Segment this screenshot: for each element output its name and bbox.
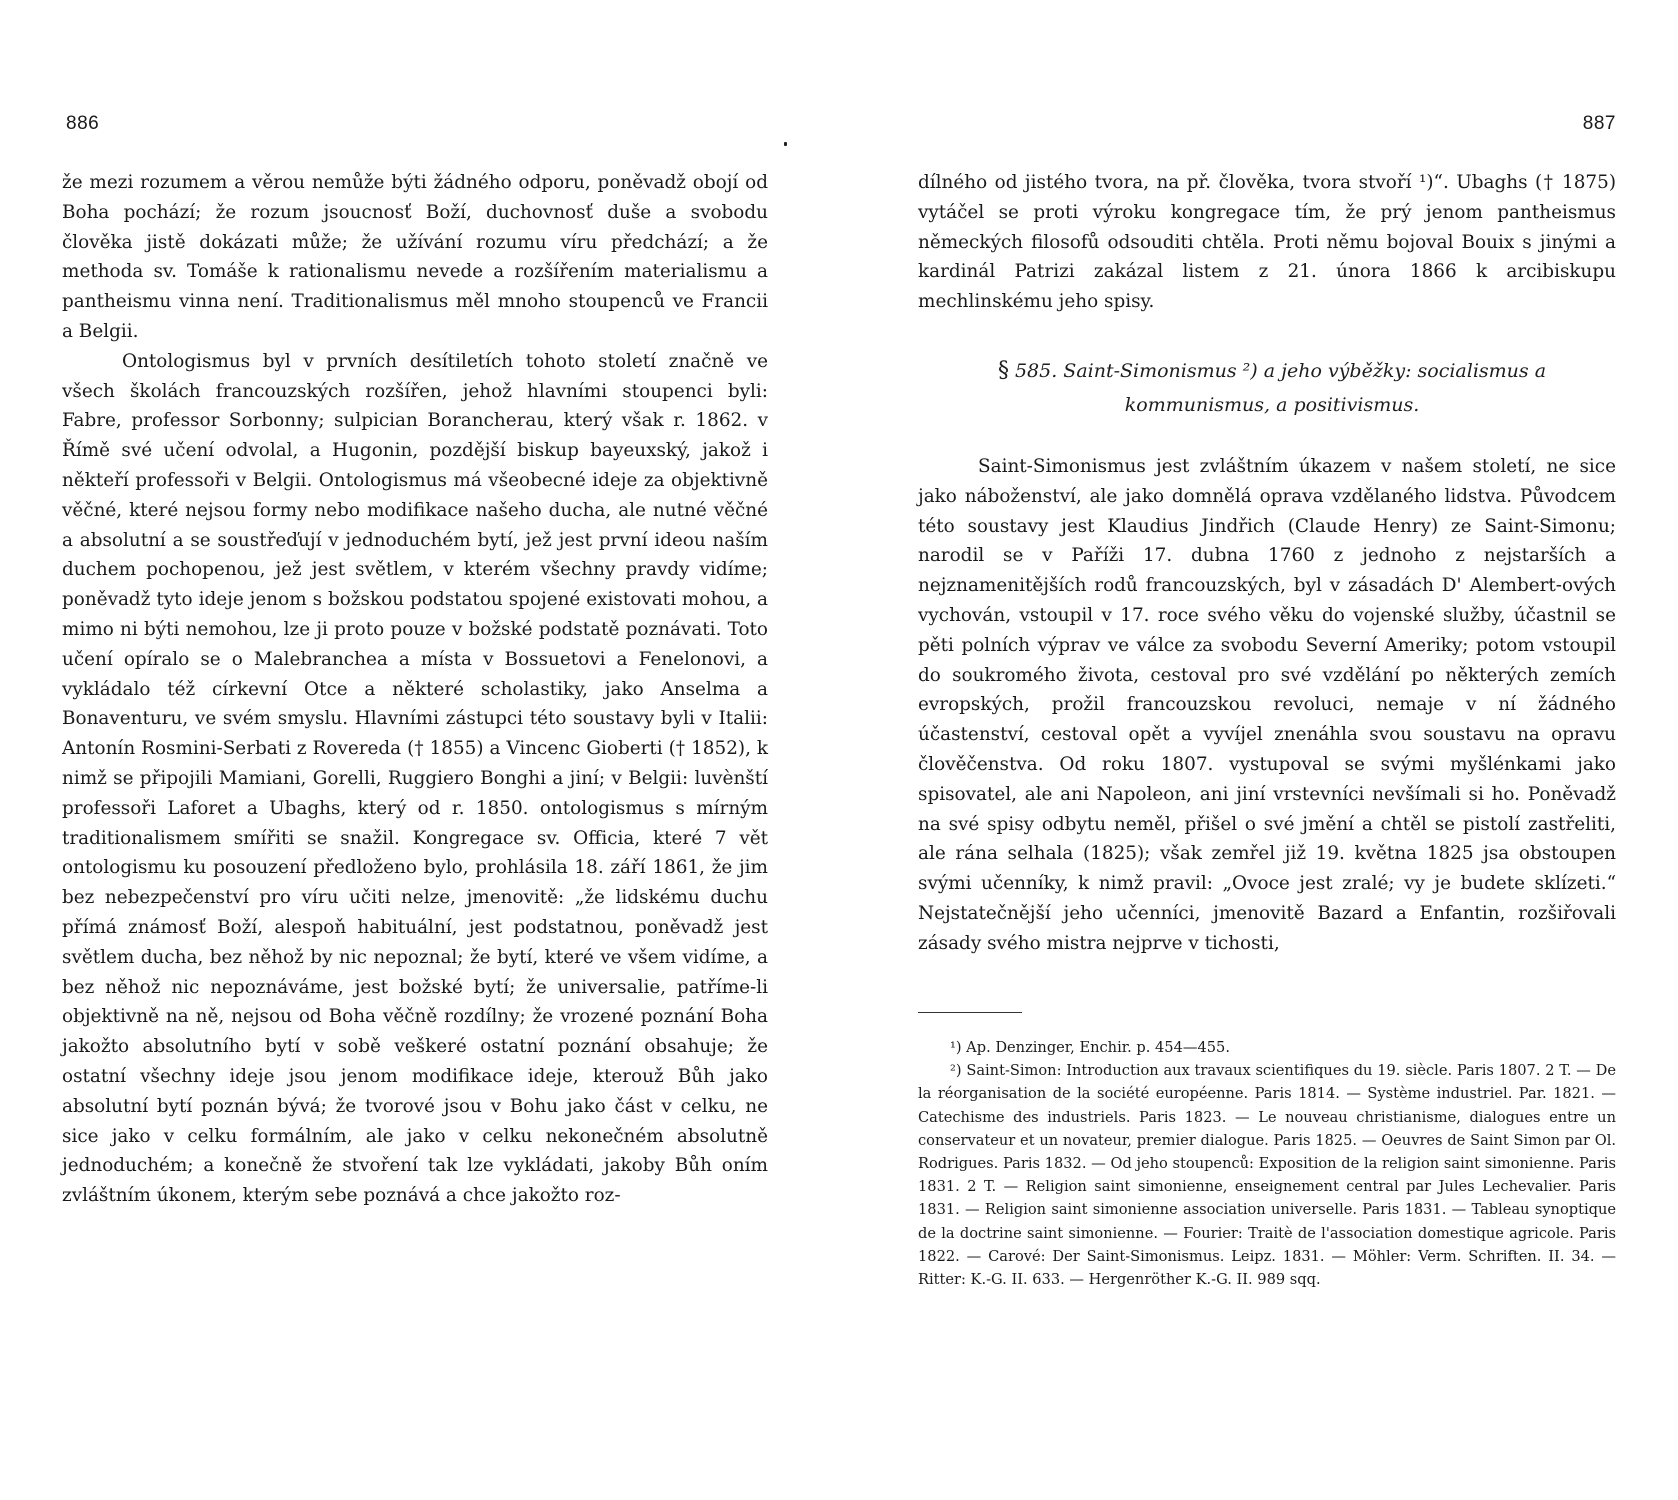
paragraph-saint-simonism: Saint-Simonismus jest zvláštním úkazem v našem století, ne sice jako náboženství, ale jako domnělá oprava vzdělaného lidstva. Původcem této soustavy jest Klaudius Jindřich (Claude Henry) ze Saint-Simonu; narodil se v Paříži 17. dubna 1760 z jednoho z nejstarších a nejznamenitějších rodů francouzských, byl v zásadách D' Alembert-ových vychován, vstoupil v 17. roce svého věku do vojenské služby, účastnil se pěti polních výprav ve válce za svobodu Severní Ameriky; potom vstoupil do soukromého života, cestoval pro své vzdělání po některých zemích evropských, prožil francouzskou revoluci, nemaje v ní žádného účastenství, cestoval opět a vyvíjel znenáhla svou soustavu na opravu člověčenstva. Od roku 1807. vystupoval se svými myšlénkami jako spisovatel, ale ani Napoleon, ani jiní vrstevníci nevšímali si ho. Poněvadž na své spisy odbytu neměl, přišel o své jmění a chtěl se pistolí zastřeliti, ale rána selhala (1825); však zemřel již 19. května 1825 jsa obstoupen svými učenníky, k nimž pravil: „Ovoce jest zralé; vy je budete sklízeti.“ Nejstatečnější jeho učenníci, jmenovitě Bazard a Enfantin, rozšiřovali zásady svého mistra nejprve v tichosti, <box>918 456 1616 954</box>
right-page <box>918 0 1616 1500</box>
footnote-1: ¹) Ap. Denzinger, Enchir. p. 454—455. <box>950 1039 1230 1056</box>
footnotes <box>918 1036 1616 1291</box>
print-speck <box>784 142 787 146</box>
section-heading <box>938 354 1606 422</box>
paragraph-traditionalism: že mezi rozumem a věrou nemůže býti žádného odporu, poněvadž obojí od Boha pochází; že rozum jsoucnosť Boží, duchovnosť duše a svobodu člověka jistě dokázati může; že užívání rozumu víru předchází; a že methoda sv. Tomáše k rationalismu nevede a rozšířením materialismu a pantheismu vinna není. Traditionalismus měl mnoho stoupenců ve Francii a Belgii. <box>62 172 768 342</box>
page-number-right: 887 <box>1582 113 1616 134</box>
footnote-2: ²) Saint-Simon: Introduction aux travaux scientifiques du 19. siècle. Paris 1807. 2 T. — De la réorganisation de la société européenne. Paris 1814. — Système industriel. Par. 1821. — Catechisme des industriels. Paris 1823. — Le nouveau christianisme, dialogues entre un conservateur et un novateur, premier dialogue. Paris 1825. — Oeuvres de Saint Simon par Ol. Rodrigues. Paris 1832. — Od jeho stoupenců: Exposition de la religion saint simonienne. Paris 1831. 2 T. — Religion saint simonienne, enseignement central par Jules Lechevalier. Paris 1831. — Religion saint simonienne association universelle. Paris 1831. — Tableau synoptique de la doctrine saint simonienne. — Fourier: Traitè de l'association domestique agricole. Paris 1822. — Carové: Der Saint-Simonismus. Leipz. 1831. — Möhler: Verm. Schriften. II. 34. — Ritter: K.-G. II. 633. — Hergenröther K.-G. II. 989 sqq. <box>918 1062 1616 1289</box>
section-heading-line-2: kommunismus, a positivismus. <box>1124 394 1420 416</box>
section-sign: § <box>997 358 1009 383</box>
page-number-left: 886 <box>66 113 100 134</box>
paragraph-ontologism: Ontologismus byl v prvních desítiletích tohoto století značně ve všech školách francouzských rozšířen, jehož hlavními stoupenci byli: Fabre, professor Sorbonny; sulpician Borancherau, který však r. 1862. v Římě své učení odvolal, a Hugonin, pozdější biskup bayeuxský, jakož i někteří professoři v Belgii. Ontologismus má všeobecné ideje za objektivně věčné, které nejsou formy nebo modifikace našeho ducha, ale nutné věčné a absolutní a se soustřeďují v jednoduchém bytí, jež jest první ideou naším duchem pochopenou, jež jest světlem, v kterém všechny pravdy vidíme; poněvadž tyto ideje jenom s božskou podstatou spojené existovati mohou, a mimo ni býti nemohou, lze ji proto pouze v božské podstatě poznávati. Toto učení opíralo se o Malebranchea a místa v Bossuetovi a Fenelonovi, a vykládalo též církevní Otce a některé scholastiky, jako Anselma a Bonaventuru, ve svém smyslu. Hlavními zástupci této soustavy byli v Italii: Antonín Rosmini-Serbati z Rovereda († 1855) a Vincenc Gioberti († 1852), k nimž se připojili Mamiani, Gorelli, Ruggiero Bonghi a jiní; v Belgii: luvènští professoři Laforet a Ubaghs, který od r. 1850. ontologismus s mírným traditionalismem smířiti se snažil. Kongregace sv. Officia, které 7 vět ontologismu ku posouzení předloženo bylo, prohlásila 18. září 1861, že jim bez nebezpečenství pro víru učiti nelze, jmenovitě: „že lidskému duchu přímá známosť Boží, alespoň habituální, jest podstatnou, poněvadž jest světlem ducha, bez něhož by nic nepoznal; že bytí, které ve všem vidíme, a bez něhož nic nepoznáváme, jest božské bytí; že universalie, patříme-li objektivně na ně, nejsou od Boha věčně rozdílny; že vrozené poznání Boha jakožto absolutního bytí v sobě veškeré ostatní poznání obsahuje; že ostatní všechny ideje jsou jenom modifikace ideje, kterouž Bůh jako absolutní bytí poznán bývá; že tvorové jsou v Bohu jako část v celku, ne sice jako v celku formálním, ale jako v celku nekonečném absolutně jednoduchém; a konečně že stvoření tak lze vykládati, jakoby Bůh oním zvláštním úkonem, kterým sebe poznává a chce jakožto roz- <box>62 350 768 1207</box>
section-heading-line-1 <box>938 354 1606 388</box>
right-page-continuation <box>918 168 1616 317</box>
left-page-body <box>62 168 768 1211</box>
left-page <box>62 0 768 1500</box>
footnote-divider <box>918 1012 1022 1013</box>
right-page-body <box>918 452 1616 959</box>
section-title-part-1: 585. Saint-Simonismus ²) a jeho výběžky: socialismus a <box>1014 360 1547 382</box>
paragraph-continuation: dílného od jistého tvora, na př. člověka, tvora stvoří ¹)“. Ubaghs († 1875) vytáčel se proti výroku kongregace tím, že prý jenom pantheismus německých filosofů odsouditi chtěla. Proti němu bojoval Bouix s jinými a kardinál Patrizi zakázal listem z 21. února 1866 k arcibiskupu mechlinskému jeho spisy. <box>918 172 1616 313</box>
